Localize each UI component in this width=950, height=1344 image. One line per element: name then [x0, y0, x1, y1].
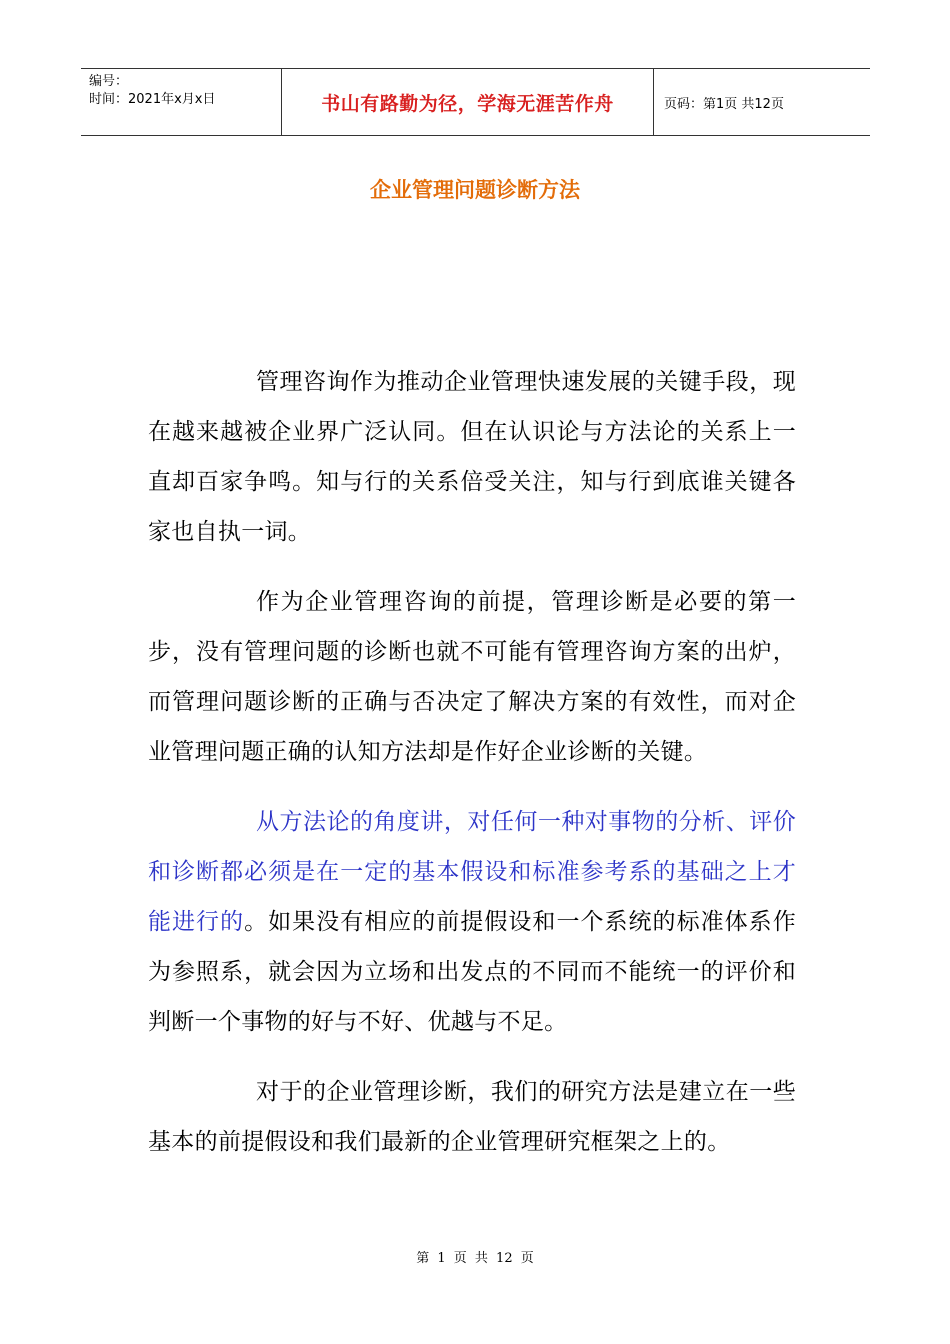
header-page-cell — [654, 69, 870, 135]
document-body — [148, 357, 796, 1187]
paragraph-3-text: 。如果没有相应的前提假设和一个系统的标准体系作为参照系，就会因为立场和出发点的不同而不能统一的评价和判断一个事物的好与不好、优越与不足。 — [148, 909, 796, 1035]
document-time-label: 时间：2021年x月x日 — [89, 92, 216, 107]
header-motto: 书山有路勤为径，学海无涯苦作舟 — [321, 92, 614, 115]
highlighted-text: 从方法论的角度讲，对任何一种对事物的分析、评价和诊断都必须是在一定的基本假设和标准参考系的基础之上才能进行的 — [148, 809, 796, 935]
paragraph-3 — [148, 797, 796, 1047]
paragraph-4: 对于的企业管理诊断，我们的研究方法是建立在一些基本的前提假设和我们最新的企业管理研究框架之上的。 — [148, 1079, 796, 1155]
paragraph-1: 管理咨询作为推动企业管理快速发展的关键手段，现在越来越被企业界广泛认同。但在认识论与方法论的关系上一直却百家争鸣。知与行的关系倍受关注，知与行到底谁关键各家也自执一词。 — [148, 369, 796, 545]
paragraph-2: 作为企业管理咨询的前提，管理诊断是必要的第一步，没有管理问题的诊断也就不可能有管理咨询方案的出炉，而管理问题诊断的正确与否决定了解决方案的有效性，而对企业管理问题正确的认知方法却是作好企业诊断的关键。 — [148, 589, 796, 765]
header-page-info: 页码：第1页 共12页 — [664, 96, 784, 112]
header-meta-cell — [81, 69, 282, 135]
page-footer: 第 1 页 共 12 页 — [416, 1251, 534, 1266]
document-title: 企业管理问题诊断方法 — [370, 177, 580, 202]
document-number-label: 编号： — [89, 74, 129, 89]
header-motto-cell — [282, 69, 654, 135]
page-header — [81, 68, 870, 136]
